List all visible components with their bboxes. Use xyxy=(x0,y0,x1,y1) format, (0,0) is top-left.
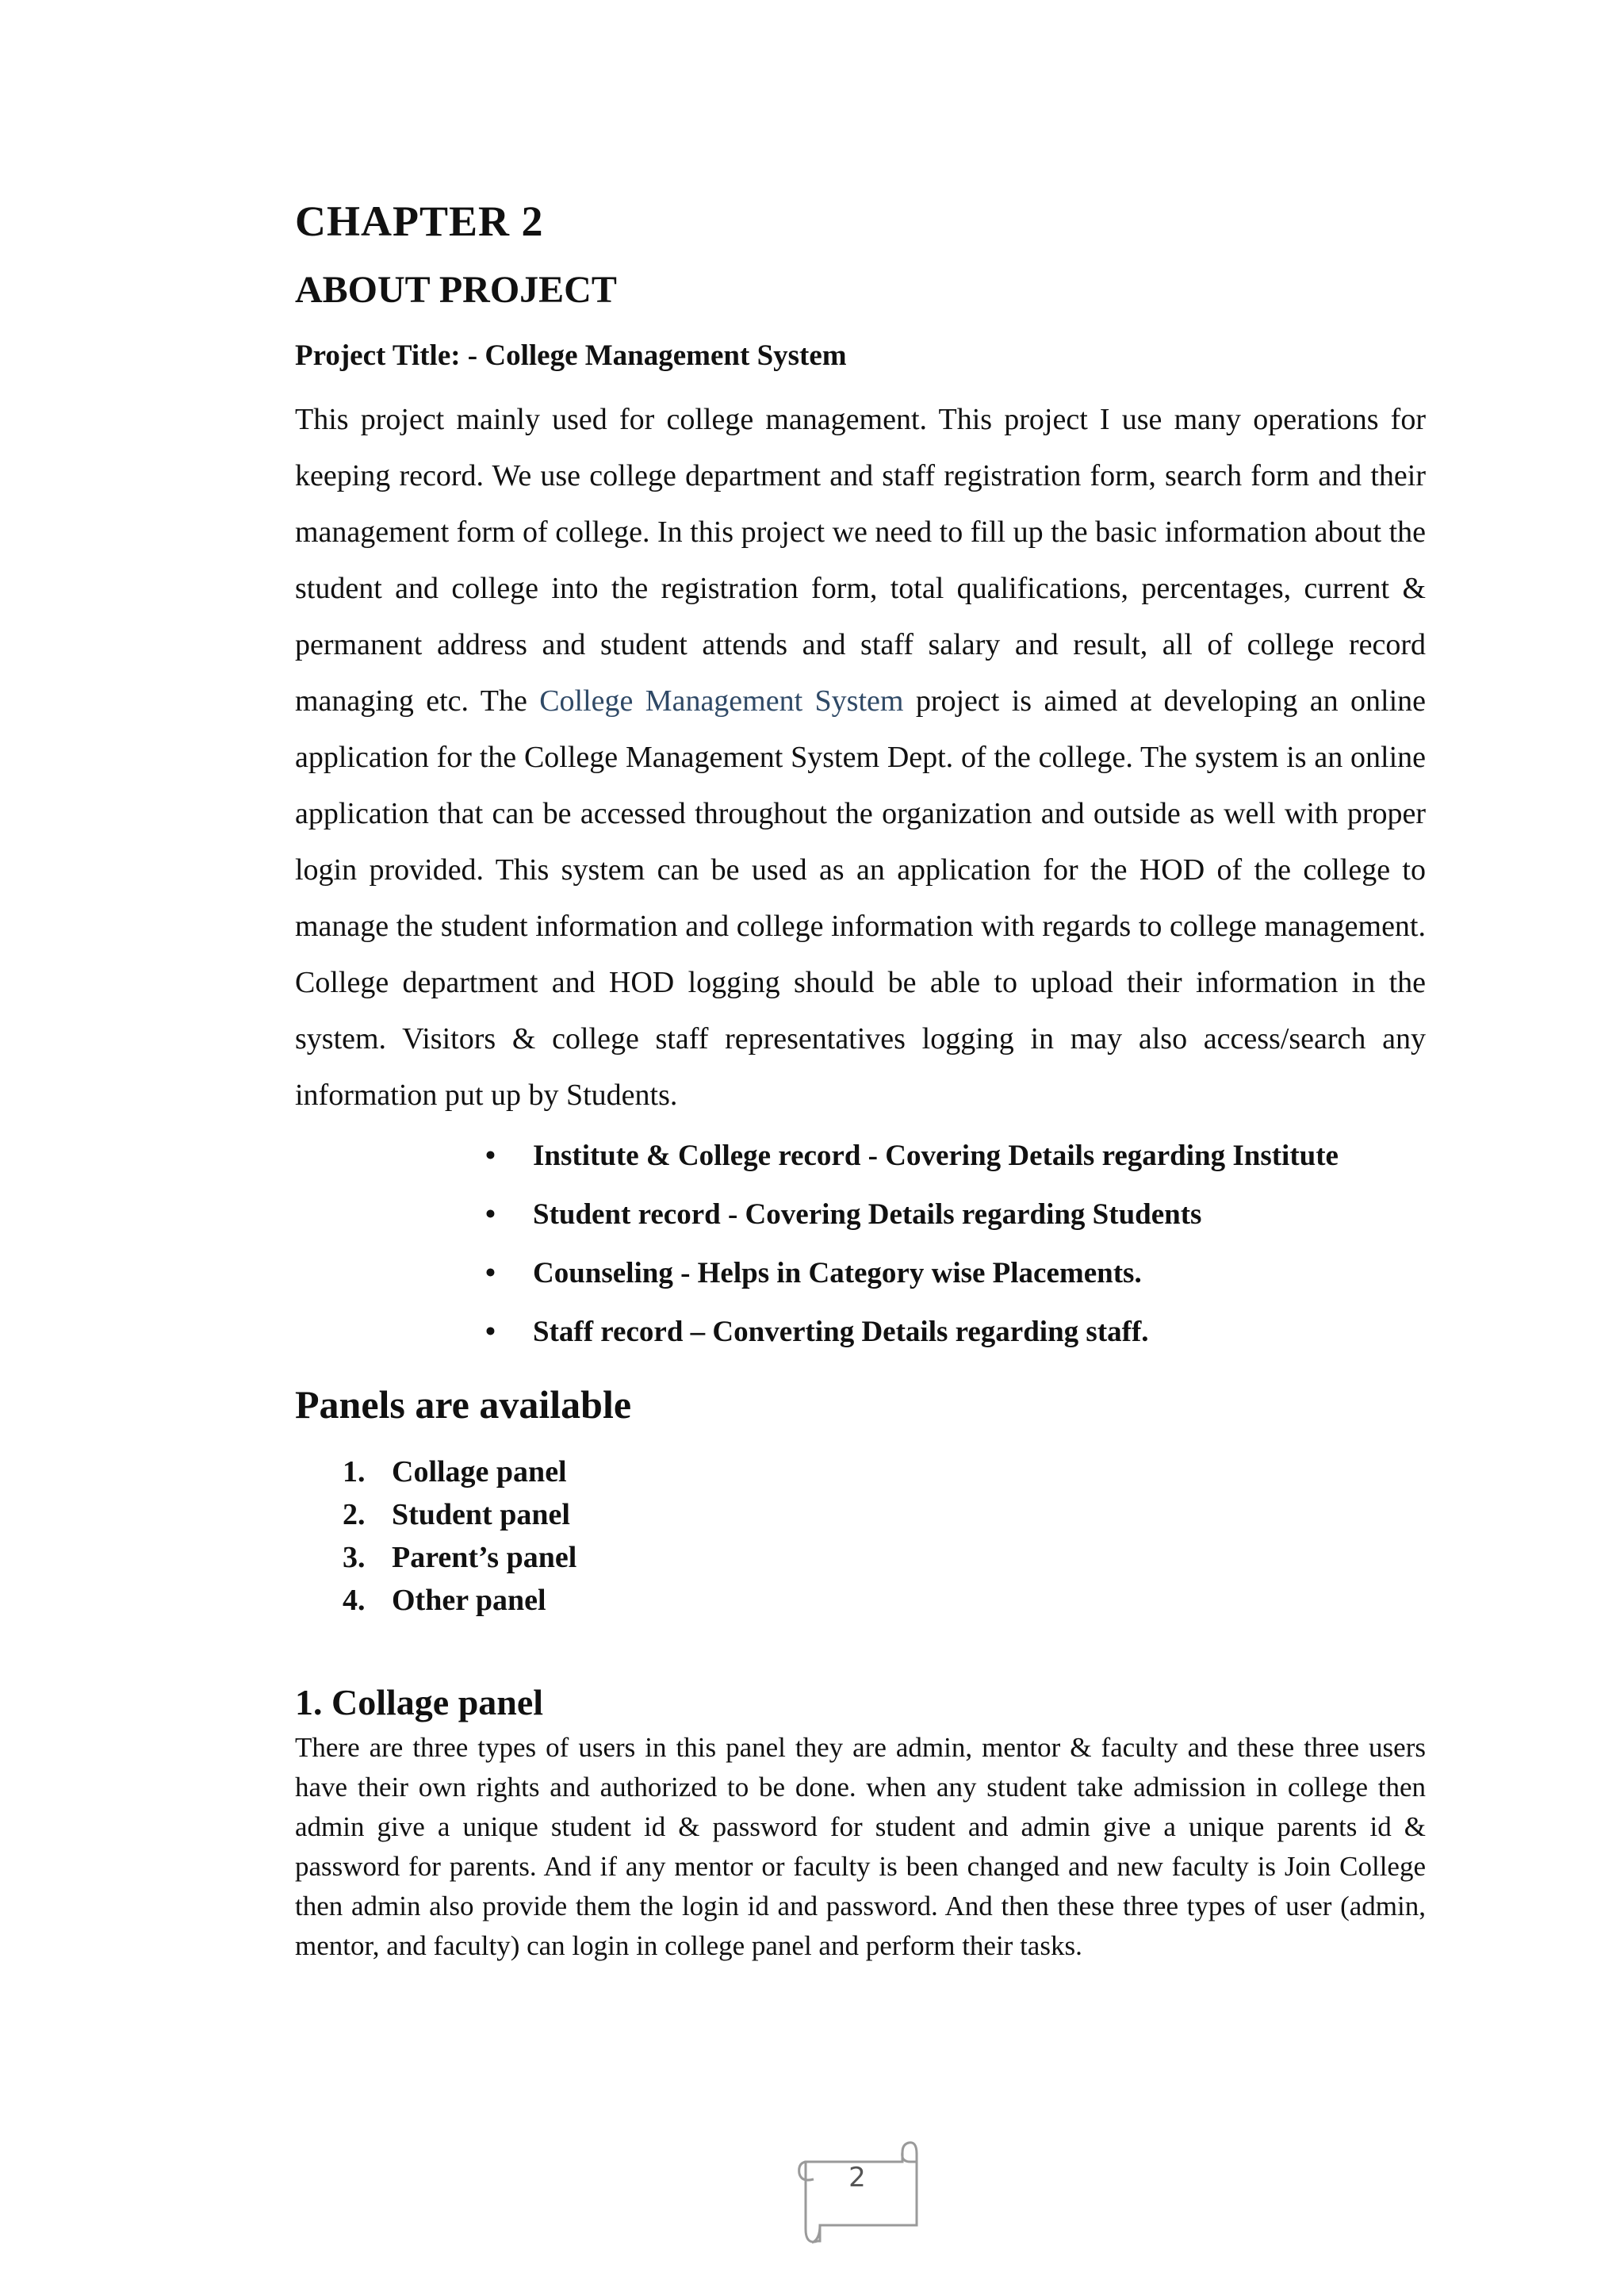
bullet-icon: • xyxy=(485,1198,496,1231)
bullet-icon: • xyxy=(485,1257,496,1289)
list-item xyxy=(485,1127,1426,1186)
list-item xyxy=(343,1493,1426,1536)
panel-label: Student panel xyxy=(392,1498,570,1531)
panel-label: Collage panel xyxy=(392,1455,567,1488)
list-item xyxy=(343,1579,1426,1622)
intro-text-after-link: project is aimed at developing an online application for the College Management System Dept. of the college. The system is an online application that can be accessed throughout the organization and outside as well with proper login provided. This system can be used as an application for the HOD of the college to manage the student information and college information with regards to college management. College department and HOD logging should be able to upload their information in the system. Visitors & college staff representatives logging in may also access/search any information put up by Students. xyxy=(295,684,1426,1112)
panel-label: Other panel xyxy=(392,1584,546,1617)
list-item xyxy=(485,1303,1426,1362)
collage-panel-heading: 1. Collage panel xyxy=(295,1682,544,1722)
list-number: 3. xyxy=(343,1541,366,1574)
page-content xyxy=(295,187,1426,1966)
list-item xyxy=(485,1244,1426,1303)
page-number-badge xyxy=(782,2130,933,2249)
bullet-text: Counseling - Helps in Category wise Placements. xyxy=(533,1257,1142,1289)
chapter-title: CHAPTER 2 xyxy=(295,197,544,245)
intro-paragraph xyxy=(295,392,1426,1124)
project-title: Project Title: - College Management System xyxy=(295,339,847,372)
bullet-text: Institute & College record - Covering Details regarding Institute xyxy=(533,1140,1339,1172)
list-item xyxy=(343,1536,1426,1579)
page-number: 2 xyxy=(848,2162,866,2193)
list-number: 2. xyxy=(343,1498,366,1531)
bullet-icon: • xyxy=(485,1316,496,1348)
panels-heading: Panels are available xyxy=(295,1382,632,1427)
collage-panel-paragraph: There are three types of users in this panel they are admin, mentor & faculty and these three users have their own rights and authorized to be done. when any student take admission in college then admin give a unique student id & password for student and admin give a unique parents id & password for parents. And if any mentor or faculty is been changed and new faculty is Join College then admin also provide them the login id and password. And then these three types of user (admin, mentor, and faculty) can login in college panel and perform their tasks. xyxy=(295,1732,1426,1961)
bullet-text: Staff record – Converting Details regarding staff. xyxy=(533,1316,1149,1348)
bullet-icon: • xyxy=(485,1140,496,1172)
feature-bullet-list xyxy=(295,1127,1426,1362)
section-heading: ABOUT PROJECT xyxy=(295,269,617,311)
list-number: 4. xyxy=(343,1584,366,1617)
college-management-system-link[interactable]: College Management System xyxy=(539,684,904,718)
intro-text-before-link: This project mainly used for college management. This project I use many operations for keeping record. We use college department and staff registration form, search form and their management form of college. In this project we need to fill up the basic information about the student and college into the registration form, total qualifications, percentages, current & permanent address and student attends and staff salary and result, all of college record managing etc. The xyxy=(295,403,1426,718)
panel-label: Parent’s panel xyxy=(392,1541,577,1574)
bullet-text: Student record - Covering Details regarding Students xyxy=(533,1198,1202,1231)
panels-numbered-list xyxy=(295,1450,1426,1622)
list-number: 1. xyxy=(343,1455,366,1488)
list-item xyxy=(343,1450,1426,1493)
list-item xyxy=(485,1186,1426,1244)
